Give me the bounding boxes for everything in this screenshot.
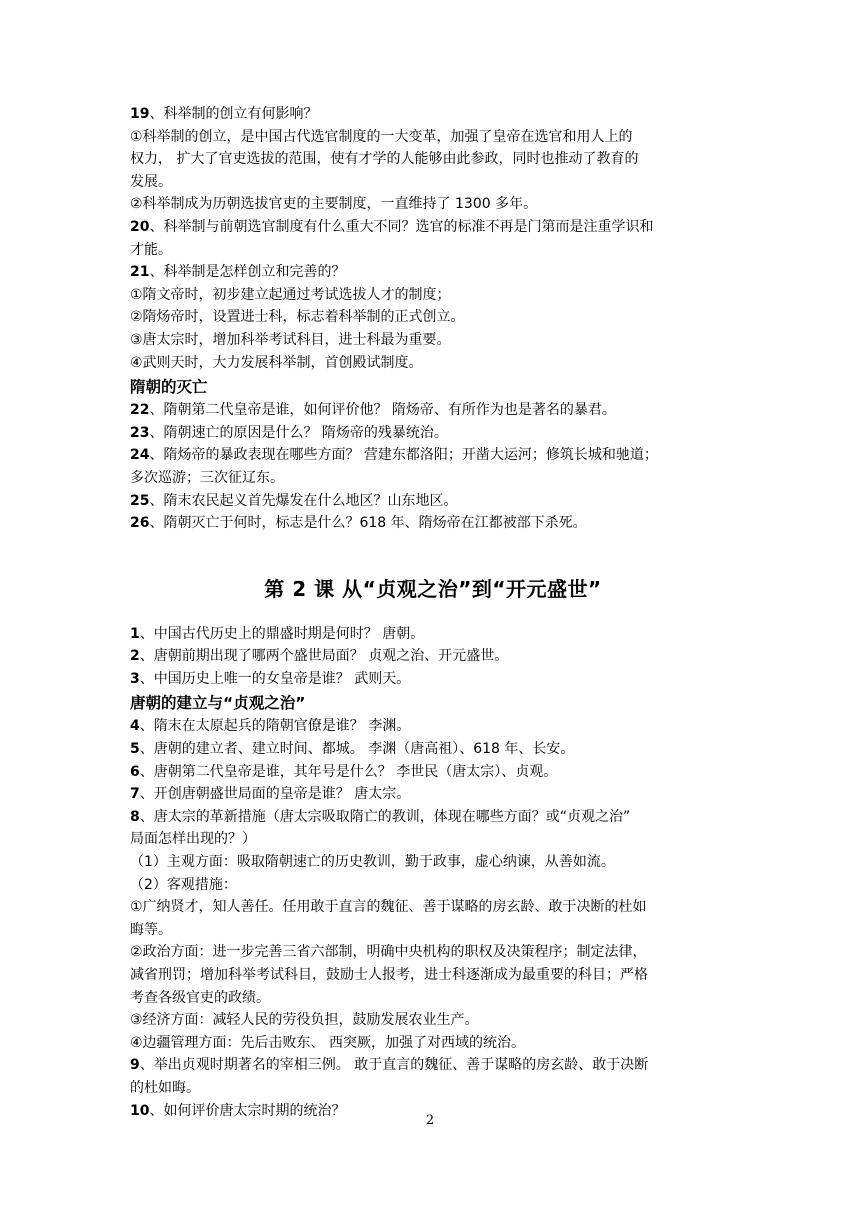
question-24 bbox=[130, 444, 736, 467]
answer-line: ②政治方面：进一步完善三省六部制，明确中央机构的职权及决策程序；制定法律， bbox=[130, 944, 647, 961]
question-number: 5 bbox=[130, 741, 140, 758]
question-number: 1 bbox=[130, 625, 140, 642]
question-text: 、唐朝前期出现了哪两个盛世局面？ 贞观之治、开元盛世。 bbox=[139, 648, 509, 665]
question-number: 20 bbox=[130, 218, 150, 235]
answer-line: ④武则天时，大力发展科举制，首创殿试制度。 bbox=[130, 354, 423, 371]
question-text: 、中国历史上唯一的女皇帝是谁？ 武则天。 bbox=[139, 670, 411, 687]
question-number: 10 bbox=[130, 1102, 150, 1119]
question-continuation: 才能。 bbox=[130, 241, 172, 258]
question-1 bbox=[130, 623, 736, 646]
question-text: 、如何评价唐太宗时期的统治？ bbox=[149, 1102, 346, 1119]
question-7 bbox=[130, 783, 736, 806]
question-8 bbox=[130, 806, 736, 829]
question-text: 、唐朝第二代皇帝是谁，其年号是什么？ 李世民（唐太宗）、贞观。 bbox=[139, 763, 558, 780]
question-text: 、开创唐朝盛世局面的皇帝是谁？ 唐太宗。 bbox=[139, 786, 411, 803]
question-number: 7 bbox=[130, 786, 140, 803]
question-number: 3 bbox=[130, 670, 140, 687]
question-26 bbox=[130, 512, 736, 535]
question-text: 、隋朝灭亡于何时，标志是什么？618 年、隋炀帝在江都被部下杀死。 bbox=[149, 515, 587, 532]
answer-line: ②隋炀帝时，设置进士科，标志着科举制的正式创立。 bbox=[130, 309, 465, 326]
answer-line: （2）客观措施： bbox=[130, 876, 237, 893]
question-text: 、隋末在太原起兵的隋朝官僚是谁？ 李渊。 bbox=[139, 718, 411, 735]
question-number: 23 bbox=[130, 424, 150, 441]
question-number: 21 bbox=[130, 264, 150, 281]
page-content bbox=[130, 103, 736, 1122]
answer-line: 权力， 扩大了官吏选拔的范围，使有才学的人能够由此参政，同时也推动了教育的 bbox=[130, 151, 639, 168]
answer-line: ①隋文帝时，初步建立起通过考试选拔人才的制度； bbox=[130, 286, 451, 303]
lesson-title: 第 2 课 从“贞观之治”到“开元盛世” bbox=[264, 576, 602, 601]
answer-line: ④边疆管理方面：先后击败东、 西突厥，加强了对西域的统治。 bbox=[130, 1034, 525, 1051]
question-4 bbox=[130, 715, 736, 738]
question-text: 、隋炀帝的暴政表现在哪些方面？ 营建东都洛阳；开凿大运河；修筑长城和驰道； bbox=[149, 447, 658, 464]
question-6 bbox=[130, 761, 736, 784]
section-heading: 隋朝的灭亡 bbox=[130, 378, 208, 397]
question-number: 26 bbox=[130, 515, 150, 532]
question-number: 6 bbox=[130, 763, 140, 780]
answer-line: ③唐太宗时，增加科举考试科目，进士科最为重要。 bbox=[130, 331, 451, 348]
question-23 bbox=[130, 422, 736, 445]
question-19 bbox=[130, 103, 736, 126]
question-text: 、科举制是怎样创立和完善的？ bbox=[149, 264, 346, 281]
answer-line: （1）主观方面：吸取隋朝速亡的历史教训，勤于政事，虚心纳谏，从善如流。 bbox=[130, 854, 615, 871]
question-number: 22 bbox=[130, 402, 150, 419]
question-text: 、科举制的创立有何影响？ bbox=[149, 106, 318, 122]
page-number: 2 bbox=[425, 1113, 435, 1128]
question-20 bbox=[130, 216, 736, 239]
answer-line: 晦等。 bbox=[130, 921, 172, 938]
question-text: 、唐朝的建立者、建立时间、都城。 李渊（唐高祖）、618 年、长安。 bbox=[139, 741, 575, 758]
question-9 bbox=[130, 1054, 736, 1077]
question-continuation: 的杜如晦。 bbox=[130, 1079, 200, 1096]
answer-line: 减省刑罚；增加科举考试科目，鼓励士人报考，进士科逐渐成为最重要的科目；严格 bbox=[130, 967, 648, 983]
question-5 bbox=[130, 738, 736, 761]
answer-line: ③经济方面：减轻人民的劳役负担，鼓励发展农业生产。 bbox=[130, 1012, 479, 1029]
question-25 bbox=[130, 490, 736, 513]
lesson-title-block bbox=[130, 535, 736, 623]
question-text: 、隋朝第二代皇帝是谁，如何评价他？ 隋炀帝、有所作为也是著名的暴君。 bbox=[149, 402, 616, 419]
question-21 bbox=[130, 261, 736, 284]
question-text: 、隋末农民起义首先爆发在什么地区？山东地区。 bbox=[149, 492, 458, 509]
question-continuation: 多次巡游；三次征辽东。 bbox=[130, 469, 284, 486]
question-text: 、隋朝速亡的原因是什么？ 隋炀帝的残暴统治。 bbox=[149, 424, 448, 441]
question-number: 19 bbox=[130, 106, 150, 122]
question-number: 4 bbox=[130, 718, 140, 735]
question-number: 9 bbox=[130, 1057, 140, 1074]
question-number: 24 bbox=[130, 447, 150, 464]
question-text: 、举出贞观时期著名的宰相三例。 敢于直言的魏征、善于谋略的房玄龄、敢于决断 bbox=[139, 1057, 649, 1074]
question-number: 2 bbox=[130, 648, 140, 665]
question-2 bbox=[130, 645, 736, 668]
answer-line: 考查各级官吏的政绩。 bbox=[130, 989, 270, 1006]
answer-line: ①科举制的创立，是中国古代选官制度的一大变革，加强了皇帝在选官和用人上的 bbox=[130, 128, 633, 145]
question-continuation: 局面怎样出现的？） bbox=[130, 831, 256, 848]
question-number: 8 bbox=[130, 808, 140, 825]
question-22 bbox=[130, 399, 736, 422]
answer-line: ①广纳贤才，知人善任。任用敢于直言的魏征、善于谋略的房玄龄、敢于决断的杜如 bbox=[130, 899, 647, 916]
question-text: 、科举制与前朝选官制度有什么重大不同？选官的标准不再是门第而是注重学识和 bbox=[149, 218, 654, 235]
question-text: 、中国古代历史上的鼎盛时期是何时？ 唐朝。 bbox=[139, 625, 425, 642]
answer-line: 发展。 bbox=[130, 173, 172, 190]
question-number: 25 bbox=[130, 492, 150, 509]
answer-line: ②科举制成为历朝选拔官吏的主要制度，一直维持了 1300 多年。 bbox=[130, 196, 538, 213]
question-3 bbox=[130, 668, 736, 691]
question-text: 、唐太宗的革新措施（唐太宗吸取隋亡的教训，体现在哪些方面？或“贞观之治” bbox=[139, 808, 631, 825]
section-heading: 唐朝的建立与“贞观之治” bbox=[130, 694, 306, 713]
